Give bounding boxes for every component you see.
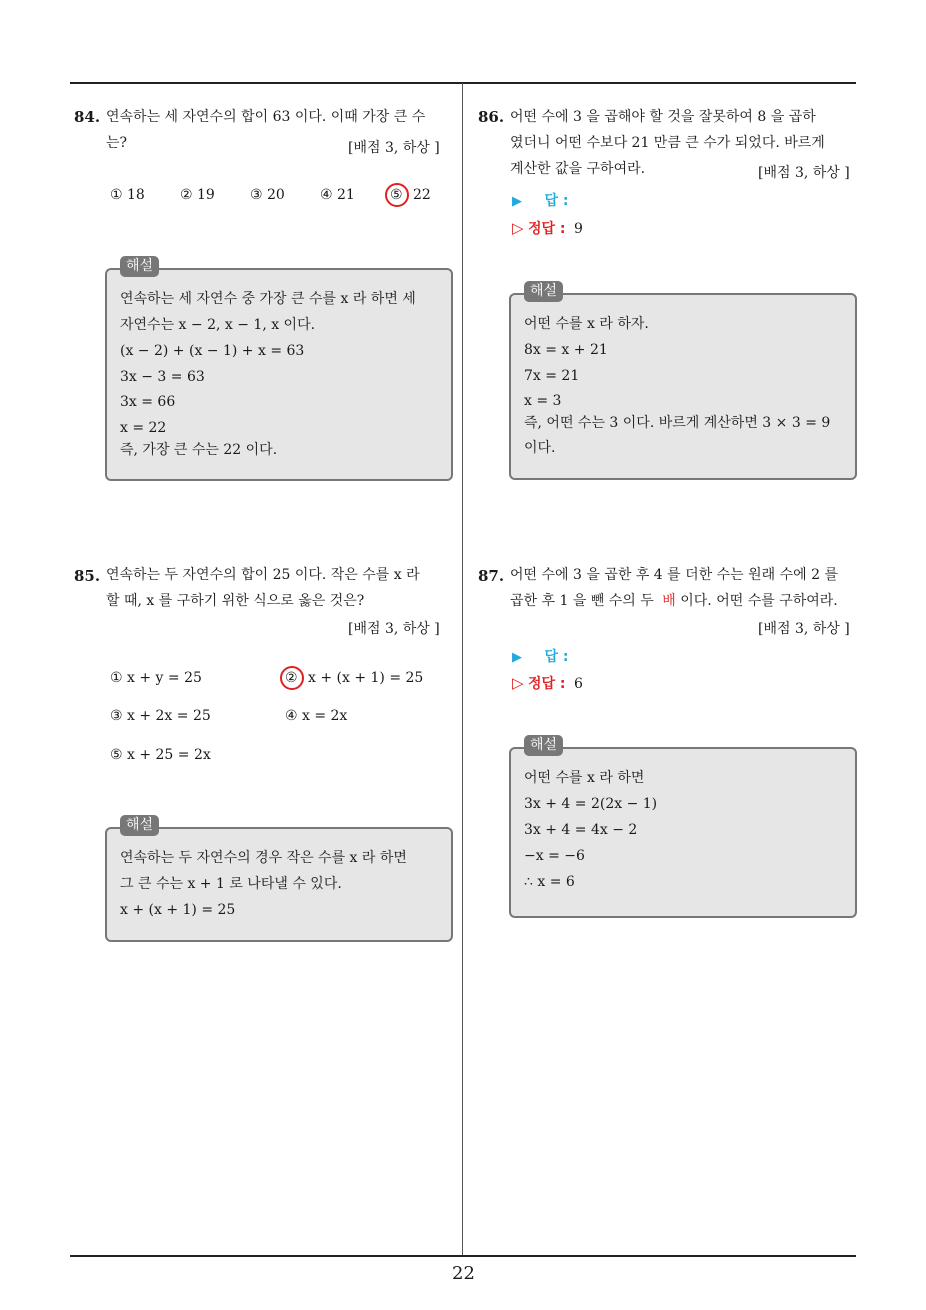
question-number: 85.: [74, 567, 101, 585]
solution-line: 즉, 가장 큰 수는 22 이다.: [120, 442, 278, 458]
choice-5[interactable]: ⑤ x + 25 = 2x: [110, 747, 211, 763]
correct-answer-value: 6: [573, 676, 583, 692]
solution-tag: 해설: [120, 256, 159, 277]
outline-triangle-icon: ▷: [512, 674, 524, 692]
choice-2-symbol[interactable]: ②: [285, 670, 298, 686]
question-text-line: 연속하는 두 자연수의 합이 25 이다. 작은 수를 x 라: [106, 567, 420, 583]
question-number: 87.: [478, 567, 505, 585]
solution-tag: 해설: [524, 735, 563, 756]
solution-line: 어떤 수를 x 라 하자.: [524, 316, 649, 332]
outline-triangle-icon: ▷: [512, 219, 524, 237]
solution-line: 3x = 66: [120, 394, 176, 410]
solution-line: x = 22: [120, 420, 167, 436]
solution-line: 3x − 3 = 63: [120, 369, 205, 385]
solution-line: x + (x + 1) = 25: [120, 902, 236, 918]
solution-line: 7x = 21: [524, 368, 580, 384]
solution-line: −x = −6: [524, 848, 585, 864]
filled-triangle-icon: ▶: [512, 650, 522, 665]
question-text-line: 계산한 값을 구하여라.: [510, 161, 646, 177]
page-number: 22: [452, 1263, 475, 1284]
correct-answer-label: 정답 :: [528, 221, 566, 237]
question-text-line: 연속하는 세 자연수의 합이 63 이다. 이때 가장 큰 수: [106, 109, 426, 125]
solution-line: 3x + 4 = 4x − 2: [524, 822, 638, 838]
question-text-line: 어떤 수에 3 을 곱해야 할 것을 잘못하여 8 을 곱하: [510, 109, 816, 125]
score-meta: [배점 3, 하상 ]: [348, 621, 440, 637]
solution-tag: 해설: [524, 281, 563, 302]
choice-2-value[interactable]: x + (x + 1) = 25: [308, 670, 424, 686]
highlighted-word: 배: [662, 593, 676, 609]
correct-answer-row: [512, 673, 583, 693]
correct-answer-row: [512, 218, 583, 238]
filled-triangle-icon: ▶: [512, 194, 522, 209]
solution-line: 그 큰 수는 x + 1 로 나타낼 수 있다.: [120, 876, 342, 892]
solution-line: 연속하는 두 자연수의 경우 작은 수를 x 라 하면: [120, 850, 407, 866]
answer-row: [512, 190, 568, 210]
correct-answer-value: 9: [573, 221, 583, 237]
question-number: 86.: [478, 108, 505, 126]
choice-5-symbol[interactable]: ⑤: [390, 187, 403, 203]
top-rule: [70, 82, 856, 84]
choice-5-value[interactable]: 22: [413, 187, 431, 203]
solution-line: 즉, 어떤 수는 3 이다. 바르게 계산하면 3 × 3 = 9: [524, 415, 831, 431]
question-text-line: 할 때, x 를 구하기 위한 식으로 옳은 것은?: [106, 593, 365, 609]
choice-3[interactable]: ③ 20: [250, 187, 285, 203]
question-number: 84.: [74, 108, 101, 126]
correct-answer-label: 정답 :: [528, 676, 566, 692]
choice-1[interactable]: ① 18: [110, 187, 145, 203]
choice-4[interactable]: ④ 21: [320, 187, 355, 203]
question-text-part: 곱한 후 1 을 뺀 수의 두: [510, 593, 654, 609]
choice-4[interactable]: ④ x = 2x: [285, 708, 348, 724]
solution-line: (x − 2) + (x − 1) + x = 63: [120, 343, 305, 359]
solution-line: 어떤 수를 x 라 하면: [524, 770, 645, 786]
question-text-line: 어떤 수에 3 을 곱한 후 4 를 더한 수는 원래 수에 2 를: [510, 567, 839, 583]
answer-label: 답 :: [544, 193, 569, 209]
solution-tag: 해설: [120, 815, 159, 836]
score-meta: [배점 3, 하상 ]: [758, 621, 850, 637]
answer-row: [512, 646, 568, 666]
solution-line: 연속하는 세 자연수 중 가장 큰 수를 x 라 하면 세: [120, 291, 416, 307]
question-text-part: 이다. 어떤 수를 구하여라.: [680, 593, 838, 609]
solution-line: x = 3: [524, 393, 562, 409]
solution-line: 자연수는 x − 2, x − 1, x 이다.: [120, 317, 316, 333]
choice-2[interactable]: ② 19: [180, 187, 215, 203]
solution-line: ∴ x = 6: [524, 874, 575, 890]
answer-label: 답 :: [544, 649, 569, 665]
question-text-line: [510, 589, 838, 615]
bottom-rule: [70, 1255, 856, 1257]
choice-1[interactable]: ① x + y = 25: [110, 670, 202, 686]
choice-3[interactable]: ③ x + 2x = 25: [110, 708, 211, 724]
score-meta: [배점 3, 하상 ]: [348, 140, 440, 156]
score-meta: [배점 3, 하상 ]: [758, 165, 850, 181]
column-divider: [462, 83, 463, 1257]
solution-line: 3x + 4 = 2(2x − 1): [524, 796, 658, 812]
question-text-line: 는?: [106, 135, 128, 151]
question-text-line: 였더니 어떤 수보다 21 만큼 큰 수가 되었다. 바르게: [510, 135, 825, 151]
solution-line: 8x = x + 21: [524, 342, 608, 358]
solution-line: 이다.: [524, 440, 556, 456]
